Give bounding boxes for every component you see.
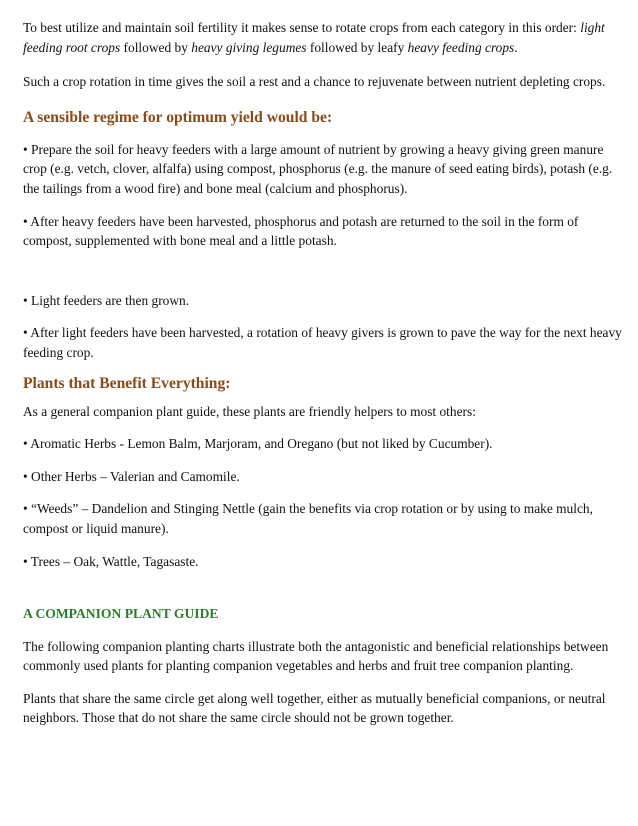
regime-heading: A sensible regime for optimum yield would be: bbox=[23, 108, 333, 126]
regime-bullet-1: • Prepare the soil for heavy feeders with a large amount of nutrient by growing a heavy giving green manure crop (e.g. vetch, clover, alfalfa) using compost, phosphorus (e.g. the manure of seed eating birds), potash (e.g. the tailings from a wood fire) and bone meal (calcium and phosphorus). bbox=[23, 141, 613, 196]
intro-emphasis-legumes: heavy giving legumes bbox=[191, 39, 307, 55]
intro-emphasis-heavy-feeding: heavy feeding crops bbox=[407, 39, 515, 55]
regime-bullet-3: • Light feeders are then grown. bbox=[23, 292, 190, 308]
benefit-intro: As a general companion plant guide, these plants are friendly helpers to most others: bbox=[23, 403, 476, 419]
rest-paragraph: Such a crop rotation in time gives the soil a rest and a chance to rejuvenate between nutrient depleting crops. bbox=[23, 74, 606, 90]
intro-paragraph bbox=[23, 18, 623, 57]
intro-emphasis-root-crops: light feeding root crops bbox=[23, 20, 605, 55]
guide-paragraph-1: The following companion planting charts illustrate both the antagonistic and beneficial relationships between commonly used plants for planting companion vegetables and herbs and fruit tree companion planting. bbox=[23, 638, 609, 674]
document-page bbox=[23, 18, 623, 728]
intro-text: followed by leafy bbox=[306, 39, 408, 55]
intro-text: followed by bbox=[120, 39, 192, 55]
benefit-bullet-1: • Aromatic Herbs - Lemon Balm, Marjoram, and Oregano (but not liked by Cucumber). bbox=[23, 436, 493, 452]
intro-text: . bbox=[514, 39, 518, 55]
benefit-heading: Plants that Benefit Everything: bbox=[23, 374, 231, 392]
benefit-bullet-4: • Trees – Oak, Wattle, Tagasaste. bbox=[23, 553, 199, 569]
regime-bullet-4: • After light feeders have been harvested, a rotation of heavy givers is grown to pave the way for the next heavy feeding crop. bbox=[23, 325, 622, 360]
regime-bullet-2: • After heavy feeders have been harvested, phosphorus and potash are returned to the soil in the form of compost, supplemented with bone meal and a little potash. bbox=[23, 213, 579, 249]
guide-paragraph-2: Plants that share the same circle get along well together, either as mutually beneficial companions, or neutral neighbors. Those that do not share the same circle should not be grown together. bbox=[23, 690, 606, 726]
guide-heading: A COMPANION PLANT GUIDE bbox=[23, 606, 219, 622]
benefit-bullet-3: • “Weeds” – Dandelion and Stinging Nettle (gain the benefits via crop rotation or by using to make mulch, compost or liquid manure). bbox=[23, 501, 593, 536]
intro-text: To best utilize and maintain soil fertility it makes sense to rotate crops from each category in this order: bbox=[23, 20, 581, 35]
benefit-bullet-2: • Other Herbs – Valerian and Camomile. bbox=[23, 468, 240, 484]
